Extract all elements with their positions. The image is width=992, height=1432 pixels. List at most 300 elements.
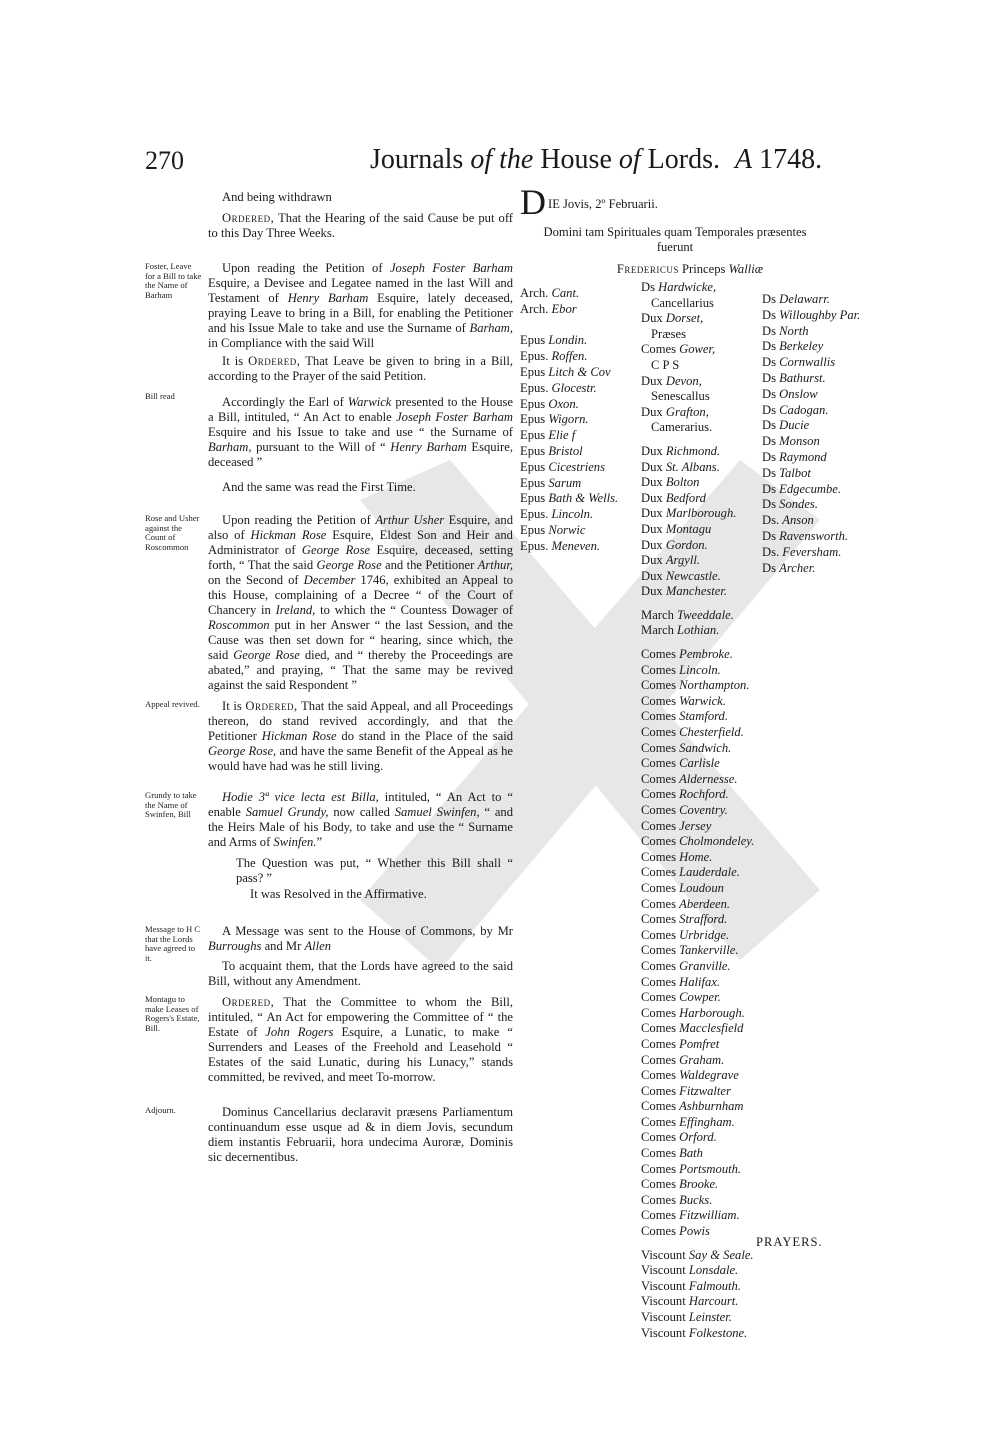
officer-of-state xyxy=(641,420,767,436)
duke xyxy=(641,553,767,569)
peer-title: Epus. xyxy=(520,538,552,553)
baron xyxy=(762,418,862,434)
spiritual-lord xyxy=(520,523,638,539)
peer-title: Comes xyxy=(641,1130,680,1145)
peer-title: Comes xyxy=(641,1099,680,1114)
peer-title: Epus. xyxy=(520,349,552,364)
earl xyxy=(641,819,767,835)
earl xyxy=(641,850,767,866)
peer-name: Wigorn. xyxy=(548,412,589,427)
earl xyxy=(641,1006,767,1022)
spiritual-lords-column xyxy=(520,286,638,555)
earl xyxy=(641,1115,767,1131)
baron xyxy=(762,561,862,577)
peer-name: Edgecumbe. xyxy=(779,481,842,496)
peer-name: Brooke. xyxy=(679,1177,719,1192)
para-withdrawn: And being withdrawn xyxy=(222,190,332,204)
list-gap xyxy=(641,436,767,444)
peer-title: Viscount xyxy=(641,1310,689,1324)
duke xyxy=(641,475,767,491)
earl xyxy=(641,787,767,803)
earl xyxy=(641,881,767,897)
peer-name: Stamford. xyxy=(679,709,729,724)
spiritual-lord xyxy=(520,381,638,397)
baron xyxy=(762,308,862,324)
viscount xyxy=(641,1248,767,1264)
peer-title: Comes xyxy=(641,880,680,895)
peer-name: Camerarius. xyxy=(651,420,713,435)
peer-title: Comes xyxy=(641,1177,680,1192)
margin-note-adjourn: Adjourn. xyxy=(145,1105,176,1115)
spiritual-lord xyxy=(520,507,638,523)
peer-title: Comes xyxy=(641,990,680,1005)
peer-title: Comes xyxy=(641,1068,680,1083)
peer-name: Chesterfield. xyxy=(679,725,744,740)
peer-name: Talbot xyxy=(779,465,811,480)
para-resolved: It was Resolved in the Affirmative. xyxy=(250,887,427,901)
peer-title: Ds. xyxy=(762,544,783,559)
peer-title: Dux xyxy=(641,537,666,552)
peer-title: Dux xyxy=(641,553,666,568)
peer-title: Dux xyxy=(641,506,666,521)
para-message: A Message was sent to the House of Commons, by Mr Burroughs and Mr Allen xyxy=(208,924,513,953)
peer-name: Fitzwilliam. xyxy=(679,1208,740,1223)
earl xyxy=(641,912,767,928)
peer-title: Comes xyxy=(641,771,680,786)
peer-name: Manchester. xyxy=(665,584,728,599)
peer-name: Bath xyxy=(679,1146,703,1161)
peer-title: Ds xyxy=(762,418,780,433)
baron xyxy=(762,529,862,545)
peer-title: Comes xyxy=(641,1114,680,1129)
peer-title: Dux xyxy=(641,443,666,458)
baron xyxy=(762,339,862,355)
peer-name: Marlborough. xyxy=(665,506,737,521)
peer-title: Viscount xyxy=(641,1263,689,1278)
peer-name: Cornwallis xyxy=(779,355,836,370)
peer-name: Londin. xyxy=(548,333,588,348)
peer-name: Argyll. xyxy=(665,553,701,568)
peer-title: Ds xyxy=(762,339,780,354)
para-appeal-revived: It is Ordered, That the said Appeal, and all Proceedings thereon, do stand revived accordingly, and that the Petitioner Hickman Rose do stand in the Place of the said George Rose, and have the same Benefit of the Appeal as he would have had was he still living. xyxy=(208,699,513,773)
officer-of-state xyxy=(641,311,767,327)
baron xyxy=(762,450,862,466)
peer-name: Archer. xyxy=(779,560,816,575)
earl xyxy=(641,928,767,944)
officer-of-state xyxy=(641,358,767,374)
peer-name: Cadogan. xyxy=(779,402,829,417)
peer-name: Lauderdale. xyxy=(679,865,740,880)
spiritual-lord xyxy=(520,428,638,444)
peer-name: Effingham. xyxy=(679,1114,735,1129)
earl xyxy=(641,647,767,663)
peer-title: Comes xyxy=(641,974,680,989)
peer-name: Grafton, xyxy=(665,404,709,419)
margin-note-message: Message to H C that the Lords have agreed to it. xyxy=(145,924,201,963)
spiritual-lord xyxy=(520,333,638,349)
peer-name: Fitzwalter xyxy=(679,1083,731,1098)
peer-name: Gordon. xyxy=(665,537,708,552)
earl xyxy=(641,772,767,788)
peer-title: Comes xyxy=(641,1192,680,1207)
peer-name: Waldegrave xyxy=(679,1068,739,1083)
earl xyxy=(641,709,767,725)
peer-title: Ds xyxy=(762,528,780,543)
peer-name: C P S xyxy=(651,357,680,372)
peer-title: Arch. xyxy=(520,286,552,300)
spiritual-lord xyxy=(520,444,638,460)
peer-title: Arch. xyxy=(520,301,552,316)
baron xyxy=(762,324,862,340)
peer-name: Say & Seale. xyxy=(688,1247,754,1262)
peer-title: Ds xyxy=(762,370,780,385)
peer-name: Newcastle. xyxy=(665,568,721,583)
peer-name: Richmond. xyxy=(665,443,721,458)
margin-note-appeal-revived: Appeal revived. xyxy=(145,699,200,709)
peer-title: Dux xyxy=(641,475,666,490)
peer-title: Comes xyxy=(641,725,680,740)
baron xyxy=(762,387,862,403)
peer-title: Epus xyxy=(520,522,549,537)
peer-title: Epus xyxy=(520,491,549,506)
earl xyxy=(641,678,767,694)
peer-name: Bolton xyxy=(665,475,700,490)
duke xyxy=(641,522,767,538)
peer-name: Delawarr. xyxy=(779,292,830,306)
peer-title: Dux xyxy=(641,404,666,419)
earl xyxy=(641,943,767,959)
peer-title: Ds xyxy=(762,386,780,401)
peer-name: Cowper. xyxy=(679,990,721,1005)
peer-title: Dux xyxy=(641,568,666,583)
duke xyxy=(641,491,767,507)
peer-title: Comes xyxy=(641,1224,680,1239)
para-acquaint: To acquaint them, that the Lords have agreed to the said Bill, without any Amendment. xyxy=(208,959,513,988)
peer-name: Falmouth. xyxy=(688,1278,741,1293)
peer-title: Comes xyxy=(641,896,680,911)
peer-name: Glocestr. xyxy=(551,380,597,395)
peer-name: Northampton. xyxy=(679,678,750,693)
para-barham-petition: Upon reading the Petition of Joseph Foster Barham Esquire, a Devisee and Legatee named in the last Will and Testament of Henry Barham Esquire, lately deceased, praying Leave to bring in a Bill, for enabling the Petitioner and his Issue Male to take and use the Surname of Barham, in Compliance with the said Will xyxy=(208,261,513,350)
peer-title: Dux xyxy=(641,311,666,326)
peer-title: Ds xyxy=(762,307,780,322)
earl xyxy=(641,741,767,757)
officer-of-state xyxy=(641,374,767,390)
peer-title: Ds xyxy=(762,323,780,338)
duke xyxy=(641,538,767,554)
peer-name: Portsmouth. xyxy=(679,1161,742,1176)
earl xyxy=(641,897,767,913)
spiritual-lord xyxy=(520,318,638,334)
peer-name: Aldernesse. xyxy=(679,771,738,786)
peer-title: Comes xyxy=(641,849,680,864)
para-committee: Ordered, That the Committee to whom the Bill, intituled, “ An Act for empowering the Committee of “ the Estate of John Rogers Esquire, a Lunatic, to make “ Surrenders and Leases of the Freehold and Leasehold “ Estates of the said Lunatic, during his Lunacy,” stands committed, be revived, and meet To-morrow. xyxy=(208,995,513,1084)
marquess xyxy=(641,608,767,624)
peer-title: Comes xyxy=(641,709,680,724)
peer-name: Ebor xyxy=(551,301,577,316)
peer-title: Comes xyxy=(641,943,680,958)
peer-name: Anson xyxy=(782,513,814,528)
peer-title: Dux xyxy=(641,521,666,536)
earl xyxy=(641,1084,767,1100)
viscount xyxy=(641,1310,767,1326)
peer-name: St. Albans. xyxy=(665,459,720,474)
para-bill-presented: Accordingly the Earl of Warwick presented to the House a Bill, intituled, “ An Act to enable Joseph Foster Barham Esquire and his Issue to take and use “ the Surname of Barham, pursuant to the Will of “ Henry Barham Esquire, deceased ” xyxy=(208,395,513,469)
earl xyxy=(641,990,767,1006)
peer-title: Comes xyxy=(641,647,680,662)
peer-name: North xyxy=(779,323,809,338)
peer-name: Ducie xyxy=(779,418,810,433)
peer-name: Pembroke. xyxy=(679,647,733,662)
peer-name: Hardwicke, xyxy=(658,280,717,294)
peer-name: Montagu xyxy=(665,521,712,536)
peer-name: Macclesfield xyxy=(679,1021,744,1036)
margin-note-montagu: Montagu to make Leases of Rogers's Estate, Bill. xyxy=(145,994,200,1033)
peer-name: Tankerville. xyxy=(679,943,739,958)
peer-name: Dorset, xyxy=(665,311,704,326)
peer-title: Epus xyxy=(520,412,549,427)
spiritual-lord xyxy=(520,539,638,555)
peer-name: Halifax. xyxy=(679,974,721,989)
peer-name: Ashburnham xyxy=(679,1099,744,1114)
peer-name: Lincoln. xyxy=(551,507,594,522)
peer-name: Bathurst. xyxy=(779,370,826,385)
earl xyxy=(641,1099,767,1115)
peer-title: Comes xyxy=(641,834,680,849)
journal-year: A 1748. xyxy=(735,144,823,175)
peer-title: Comes xyxy=(641,678,680,693)
officer-of-state xyxy=(641,296,767,312)
peer-title: Comes xyxy=(641,342,680,357)
peer-title: Comes xyxy=(641,1036,680,1051)
spiritual-lord xyxy=(520,460,638,476)
prince-line: Fredericus Princeps Walliæ xyxy=(616,262,764,276)
duke xyxy=(641,506,767,522)
baron xyxy=(762,355,862,371)
earl xyxy=(641,1224,767,1240)
peer-title: Ds xyxy=(762,560,780,575)
earl xyxy=(641,1130,767,1146)
para-ordered-hearing: Ordered, That the Hearing of the said Cause be put off to this Day Three Weeks. xyxy=(208,211,513,240)
para-grundy-bill: Hodie 3ª vice lecta est Billa, intituled, “ An Act to “ enable Samuel Grundy, now called Samuel Swinfen, “ and the Heirs Male of his Body, to take and use the “ Surname and Arms of Swinfen.” xyxy=(208,790,514,849)
peer-title: Ds xyxy=(762,434,780,449)
day-heading: D IE Jovis, 2º Februarii. xyxy=(520,182,658,222)
baron xyxy=(762,292,862,308)
peer-title: Comes xyxy=(641,1005,680,1020)
peer-name: Loudoun xyxy=(679,880,724,895)
spiritual-lord xyxy=(520,476,638,492)
peer-name: Powis xyxy=(679,1224,710,1239)
peer-title: Comes xyxy=(641,865,680,880)
peer-title: March xyxy=(641,607,678,622)
peer-name: Bristol xyxy=(548,443,583,458)
peer-title: Ds xyxy=(762,481,780,496)
duke xyxy=(641,444,767,460)
peer-title: Comes xyxy=(641,756,680,771)
peer-name: Sondes. xyxy=(779,497,818,512)
peer-name: Roffen. xyxy=(551,349,588,364)
peer-name: Devon, xyxy=(665,373,702,388)
earl xyxy=(641,663,767,679)
peer-name: Rochford. xyxy=(679,787,729,802)
peer-title: Viscount xyxy=(641,1278,689,1293)
para-rose-usher-petition: Upon reading the Petition of Arthur Usher Esquire, and also of Hickman Rose Esquire, Eldest Son and Heir and Administrator of George Rose Esquire, deceased, setting forth, “ That the said George Rose and the Petitioner Arthur, on the Second of December 1746, exhibited an Appeal to this House, complaining of a Decree “ of the Court of Chancery in Ireland, to which the “ Countess Dowager of Roscommon put in her Answer “ the last Session, and the Cause was then set down for “ hearing, since which, the said George Rose died, and “ thereby the Proceedings are abated,” and praying, “ That the same may be revived against the said Respondent ” xyxy=(208,513,514,692)
baron xyxy=(762,513,862,529)
baron xyxy=(762,466,862,482)
peer-name: Coventry. xyxy=(679,803,728,817)
peer-name: Gower, xyxy=(679,342,716,357)
earl xyxy=(641,803,767,819)
earl xyxy=(641,975,767,991)
peer-name: Oxon. xyxy=(548,396,579,411)
list-gap xyxy=(641,639,767,647)
list-gap xyxy=(641,1240,767,1248)
peer-title: Comes xyxy=(641,1208,680,1223)
peer-name: Norwic xyxy=(548,522,586,537)
earl xyxy=(641,1146,767,1162)
peer-name: Bedford xyxy=(665,490,706,505)
peer-name: Cancellarius xyxy=(651,295,714,310)
peer-name: Senescallus xyxy=(651,389,710,404)
peer-name: Harborough. xyxy=(679,1005,745,1020)
baron xyxy=(762,434,862,450)
peer-title: Viscount xyxy=(641,1247,689,1262)
list-gap xyxy=(641,600,767,608)
peer-title: Ds xyxy=(762,292,780,306)
spiritual-lord xyxy=(520,302,638,318)
baron xyxy=(762,371,862,387)
peer-name: Aberdeen. xyxy=(679,896,731,911)
duke xyxy=(641,569,767,585)
spiritual-lord xyxy=(520,349,638,365)
drop-cap: D xyxy=(520,182,546,222)
peer-name: Litch & Cov xyxy=(548,364,611,379)
earl xyxy=(641,1193,767,1209)
officer-of-state xyxy=(641,405,767,421)
peer-name: Jersey xyxy=(679,818,712,833)
peer-title: Epus xyxy=(520,428,549,443)
peer-title: Viscount xyxy=(641,1294,689,1309)
margin-note-bill-read: Bill read xyxy=(145,391,175,401)
peer-title: Comes xyxy=(641,1161,680,1176)
peer-name: Meneven. xyxy=(551,538,601,553)
baron xyxy=(762,482,862,498)
officer-of-state xyxy=(641,327,767,343)
peer-title: Ds xyxy=(641,280,659,294)
viscount xyxy=(641,1263,767,1279)
peer-name: Urbridge. xyxy=(679,927,730,942)
peer-name: Leinster. xyxy=(688,1310,732,1324)
present-line: Domini tam Spirituales quam Temporales præsentes fuerunt xyxy=(543,225,807,254)
peer-title: Epus. xyxy=(520,507,552,522)
peer-name: Tweeddale. xyxy=(677,607,734,622)
peer-title: Dux xyxy=(641,373,666,388)
journal-title: Journals of the House of Lords. xyxy=(370,144,720,175)
peer-title: Viscount xyxy=(641,1325,689,1340)
peer-name: Raymond xyxy=(779,449,827,464)
earl xyxy=(641,725,767,741)
peer-title: Ds xyxy=(762,402,780,417)
page-number: 270 xyxy=(145,146,184,175)
spiritual-lord xyxy=(520,365,638,381)
baron xyxy=(762,545,862,561)
peer-title: Ds. xyxy=(762,513,783,528)
peer-title: Comes xyxy=(641,662,680,677)
para-leave-given: It is Ordered, That Leave be given to bring in a Bill, according to the Prayer of the said Petition. xyxy=(208,354,514,383)
peer-name: Cant. xyxy=(551,286,580,300)
catchword: PRAYERS. xyxy=(756,1235,823,1249)
viscount xyxy=(641,1326,767,1342)
peer-title: Epus xyxy=(520,364,549,379)
peer-name: Lonsdale. xyxy=(688,1263,739,1278)
peer-name: Strafford. xyxy=(679,912,728,927)
peer-title: Dux xyxy=(641,584,666,599)
viscount xyxy=(641,1279,767,1295)
earl xyxy=(641,694,767,710)
spiritual-lord xyxy=(520,491,638,507)
earl xyxy=(641,1068,767,1084)
para-adjournment: Dominus Cancellarius declaravit præsens Parliamentum continuandum esse usque ad & in diem Jovis, secundum diem instantis Februarii, hora undecima Auroræ, Dominis sic decernentibus. xyxy=(208,1105,513,1164)
peer-title: Epus xyxy=(520,443,549,458)
earl xyxy=(641,834,767,850)
peer-name: Pomfret xyxy=(679,1036,720,1051)
peer-name: Lincoln. xyxy=(679,662,721,677)
peer-name: Folkestone. xyxy=(688,1325,748,1340)
earl xyxy=(641,1208,767,1224)
earl xyxy=(641,756,767,772)
earl xyxy=(641,865,767,881)
margin-note-rose-usher: Rose and Usher against the Count of Roscommon xyxy=(145,513,200,552)
peer-title: Comes xyxy=(641,958,680,973)
para-question: The Question was put, “ Whether this Bill shall “ pass? ” xyxy=(236,856,513,885)
peer-title: Ds xyxy=(762,497,780,512)
peer-name: Præses xyxy=(651,326,686,341)
spiritual-lord xyxy=(520,397,638,413)
peer-title: Epus xyxy=(520,459,549,474)
peer-name: Ravensworth. xyxy=(779,528,849,543)
peer-title: Ds xyxy=(762,465,780,480)
peer-title: Epus xyxy=(520,396,549,411)
earl xyxy=(641,959,767,975)
peer-title: Comes xyxy=(641,787,680,802)
peer-title: Comes xyxy=(641,912,680,927)
peer-title: Comes xyxy=(641,803,680,817)
peer-title: Comes xyxy=(641,740,680,755)
earl xyxy=(641,1053,767,1069)
peer-title: Comes xyxy=(641,1083,680,1098)
barons-column xyxy=(762,292,862,576)
peer-title: Dux xyxy=(641,459,666,474)
peer-title: Comes xyxy=(641,818,680,833)
duke xyxy=(641,460,767,476)
peer-title: Epus xyxy=(520,333,549,348)
peer-name: Carlisle xyxy=(679,756,720,771)
peer-title: Epus. xyxy=(520,380,552,395)
peer-name: Sarum xyxy=(548,475,582,490)
viscount xyxy=(641,1294,767,1310)
officer-of-state xyxy=(641,280,767,296)
baron xyxy=(762,403,862,419)
peer-title: Comes xyxy=(641,1146,680,1161)
peer-name: Willoughby Par. xyxy=(779,307,861,322)
peer-name: Onslow xyxy=(779,386,818,401)
peer-name: Cicestriens xyxy=(548,459,606,474)
officer-of-state xyxy=(641,389,767,405)
peer-title: Comes xyxy=(641,1052,680,1067)
peer-name: Cholmondeley. xyxy=(679,834,755,849)
peer-title: Dux xyxy=(641,490,666,505)
peer-name: Sandwich. xyxy=(679,740,732,755)
